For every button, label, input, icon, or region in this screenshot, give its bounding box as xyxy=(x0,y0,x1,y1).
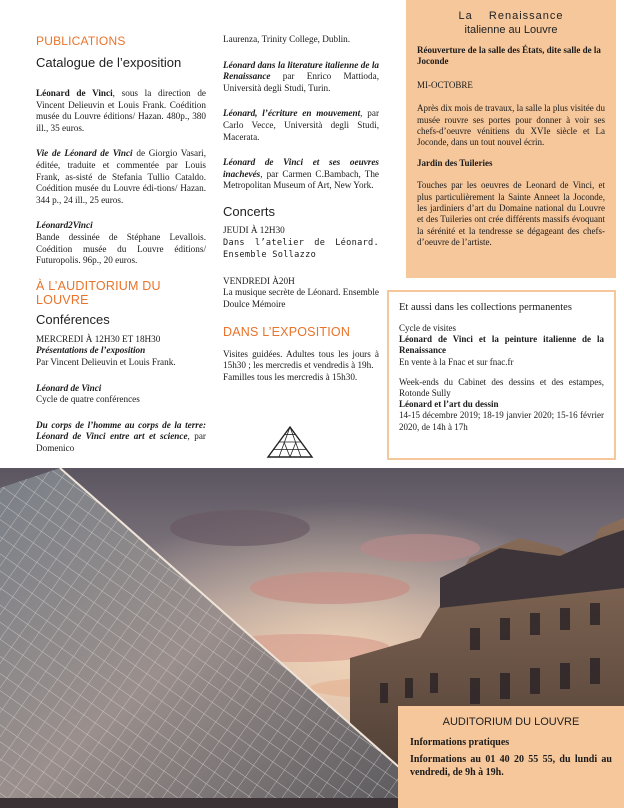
conference-item: Léonard dans la literature italienne de la Renaissance par Enrico Mattioda, Università degli Studi, Turin. xyxy=(223,59,379,93)
exposition-text: Visites guidées. Adultes tous les jours à 15h30 ; les mercredis et vendredis à 19h. Familles tous les mercredis à 15h30. xyxy=(223,348,379,382)
conferences-list xyxy=(36,334,206,455)
pyramid-icon xyxy=(266,425,314,459)
concerts-list xyxy=(223,225,379,311)
conference-item: Léonard de Vinci et ses oeuvres inachevés, par Carmen C.Bambach, The Metropolitan Museum of Art, New York. xyxy=(223,157,379,191)
left-column xyxy=(36,34,206,464)
concerts-heading: Concerts xyxy=(223,203,276,219)
concert-item: JEUDI À 12H30 Dans l’atelier de Léonard. Ensemble Sollazzo xyxy=(223,224,379,261)
collections-box xyxy=(387,290,616,460)
conferences-heading: Conférences xyxy=(36,311,110,327)
auditorium-heading: À L’AUDITORIUM DU LOUVRE xyxy=(36,278,161,307)
collections-body: Cycle de visites Léonard de Vinci et la peinture italienne de la Renaissance En vente à la Fnac et sur fnac.fr Week-ends du Cabinet des dessins et des estampes, Rotonde Sully Léonard et l’art du dessin 14-15 décembre 2019; 18-19 janvier 2020; 15-16 février 2020, de 14h à 17h xyxy=(399,323,604,432)
publication-item: Vie de Léonard de Vinci de Giorgio Vasari, éditée, traduite et commentée par Louis Frank, as-sisté de Stefania Tullio Cataldo. Coédition musée du Louvre édi-tions/ Hazan. 344 p., 24 ill., 25 euros. xyxy=(36,148,206,205)
publication-item: Léonard de Vinci, sous la direction de Vincent Delieuvin et Louis Frank. Coédition musée du Louvre éditions/ Hazan. 480p., 380 ill., 35 euros. xyxy=(36,88,206,133)
middle-column xyxy=(223,34,379,383)
publication-item: Léonard2Vinci Bande dessinée de Stéphane Levallois. Coédition musée du Louvre éditions/ Futuropolis. 96p., 20 euros. xyxy=(36,220,206,266)
panel-heading: La Renaissance italienne au Louvre xyxy=(458,10,564,36)
auditorium-box-body: Informations pratiques Informations au 01 40 20 55 55, du lundi au vendredi, de 9h à 19h. xyxy=(410,737,612,778)
conference-item: Léonard de Vinci Cycle de quatre conférences xyxy=(36,382,140,405)
renaissance-panel xyxy=(406,0,616,278)
auditorium-box xyxy=(398,706,624,808)
collections-heading: Et aussi dans les collections permanentes xyxy=(399,302,572,313)
publications-list xyxy=(36,88,206,267)
conference-item: MERCREDI À 12H30 ET 18H30 Présentations de l’exposition Par Vincent Delieuvin et Louis Frank. xyxy=(36,333,176,367)
exposition-heading: DANS L’EXPOSITION xyxy=(223,324,351,339)
publications-heading: PUBLICATIONS xyxy=(36,34,126,48)
concert-item: VENDREDI À20H La musique secrète de Léonard. Ensemble Doulce Mémoire xyxy=(223,275,379,309)
conference-item: Léonard, l’écriture en mouvement, par Carlo Vecce, Università degli Studi, Macerata. xyxy=(223,108,380,142)
conference-item: Du corps de l’homme au corps de la terre: Léonard de Vinci entre art et science, par Domenico xyxy=(36,419,206,453)
conferences-continued: Laurenza, Trinity College, Dublin. Léonard dans la literature italienne de la Renaissance par Enrico Mattioda, Università degli Studi, Turin. Léonard, l’écriture en mouvement, par Carlo Vecce, Università degli Studi, Macerata. Léonard de Vinci et ses oeuvres inachevés, par Carmen C.Bambach, The Metropolitan Museum of Art, New York. xyxy=(223,34,380,191)
catalogue-heading: Catalogue de l’exposition xyxy=(36,55,182,70)
auditorium-box-heading: AUDITORIUM DU LOUVRE xyxy=(442,716,580,728)
panel-body: Réouverture de la salle des États, dite salle de la Joconde MI-OCTOBRE Après dix mois de travaux, la salle la plus visitée du musée rouvre ses portes pour donner à voir ses chefs-d’oeuvre vénitiens du XVIe siècle et La Joconde, dans un tout nouvel écrin. Jardin des Tuileries Touches par les oeuvres de Leonard de Vinci, et plus particulièrement la Sainte Anneet la Joconde, les jardiniers d’art du Domaine national du Louvre et des Tuileries ont crée différents massifs évoquant la sérénité et la tendresse se dégageant des chefs-d’oeuvre de l’artiste. xyxy=(417,45,605,248)
